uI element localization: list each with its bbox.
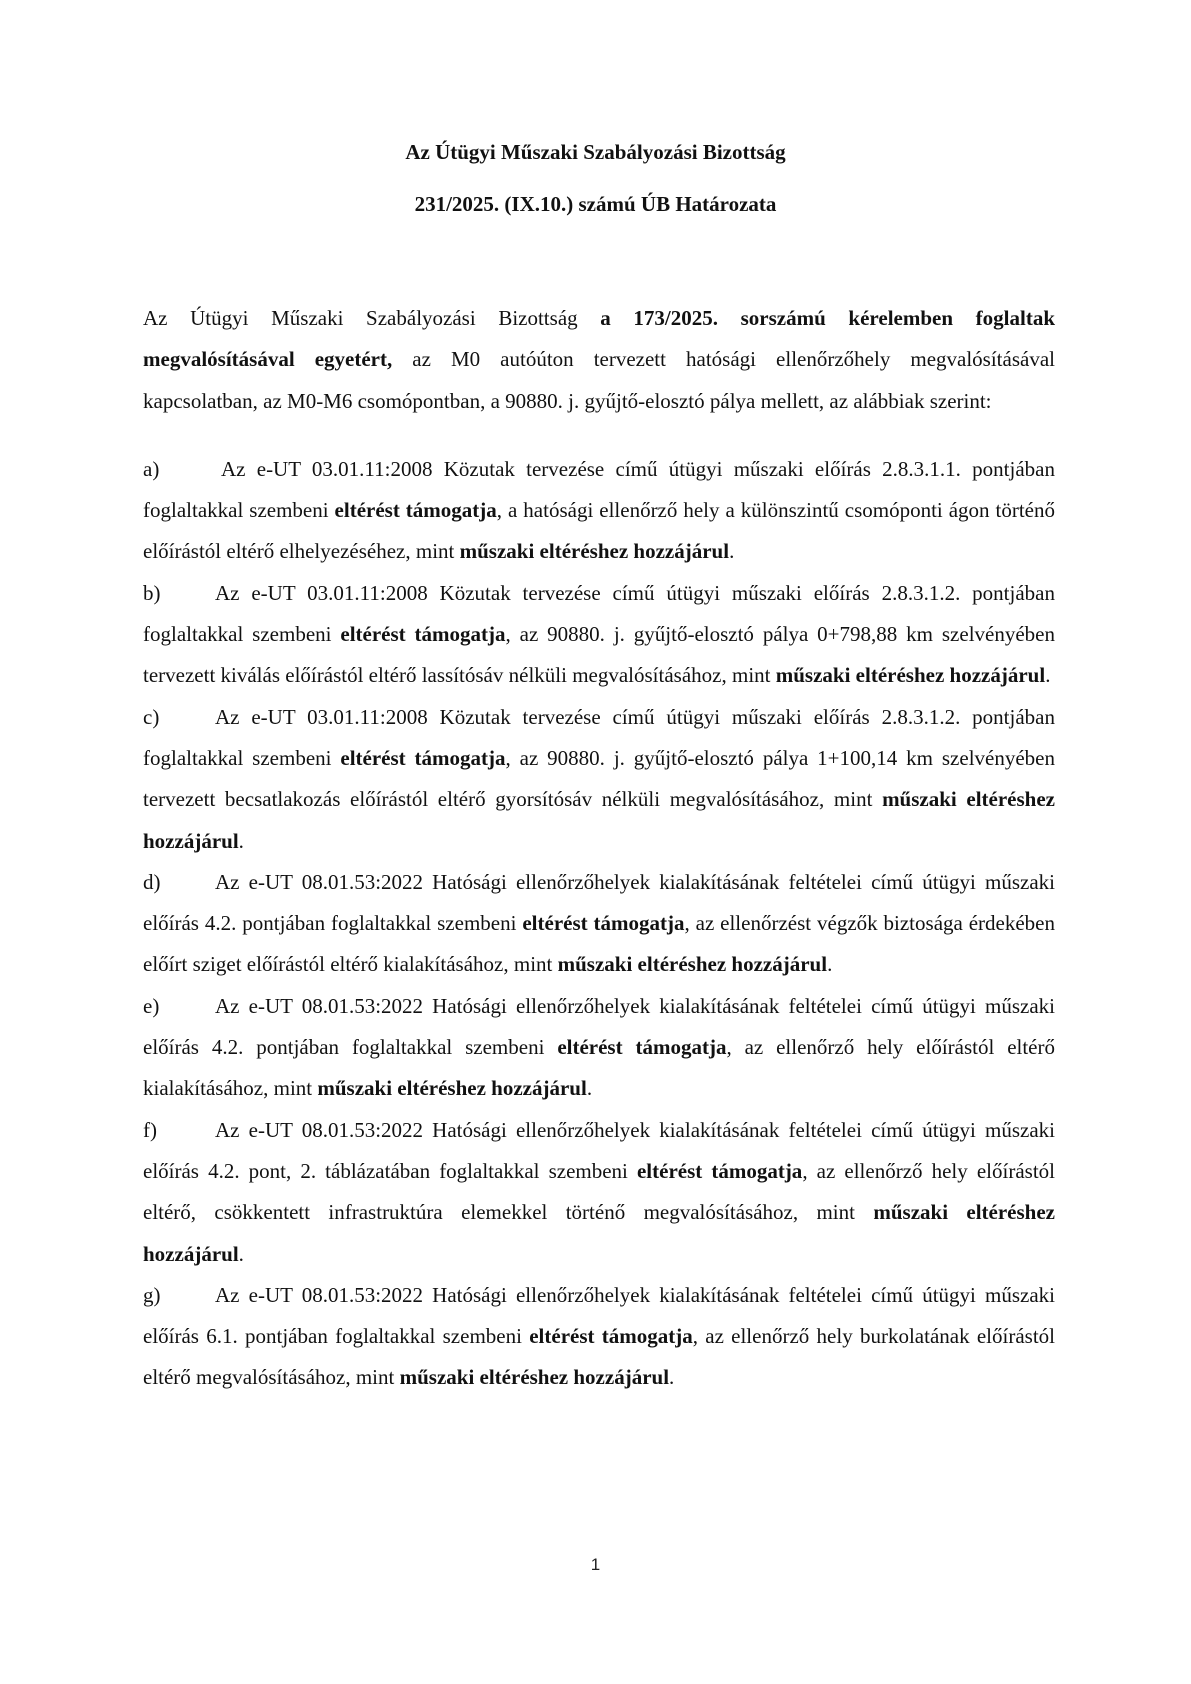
body-text: Az e-UT 08.01.53:2022 Hatósági ellenőrzőhelyek kialakításának feltételei című útügyi műszaki előírás 4.2. pontjában foglaltakkal szembeni <box>143 869 1055 936</box>
item-text <box>143 870 1055 977</box>
body-text: , az ellenőrzést végzők biztosága érdekében előírt sziget előírástól eltérő kialakításához, mint <box>143 911 1055 977</box>
page-number: 1 <box>590 1555 601 1574</box>
resolution-item-e <box>143 986 1055 1110</box>
resolution-item-d <box>143 862 1055 986</box>
intro-paragraph <box>143 298 1055 422</box>
body-text: . <box>238 828 244 853</box>
emphasis-text: eltérést támogatja <box>334 498 497 523</box>
item-label: c) <box>143 704 160 729</box>
emphasis-text: műszaki eltéréshez hozzájárul <box>459 539 730 564</box>
body-text: Az e-UT 08.01.53:2022 Hatósági ellenőrzőhelyek kialakításának feltételei című útügyi műszaki előírás 6.1. pontjában foglaltakkal szembeni <box>143 1282 1055 1349</box>
emphasis-text: műszaki eltéréshez hozzájárul <box>143 1200 1055 1266</box>
document-title: Az Útügyi Műszaki Szabályozási Bizottság <box>405 140 786 164</box>
item-text <box>143 705 1055 853</box>
body-text: Az Útügyi Műszaki Szabályozási Bizottság <box>143 306 601 330</box>
resolution-items-list <box>143 449 1055 1399</box>
resolution-item-c <box>143 697 1055 862</box>
item-text <box>143 994 1055 1101</box>
resolution-item-g <box>143 1275 1055 1399</box>
resolution-item-f <box>143 1110 1055 1275</box>
item-text <box>143 1283 1055 1390</box>
body-text: Az e-UT 08.01.53:2022 Hatósági ellenőrzőhelyek kialakításának feltételei című útügyi műszaki előírás 4.2. pont, 2. táblázatában foglaltakkal szembeni <box>143 1117 1055 1183</box>
body-text: . <box>1045 663 1051 688</box>
item-label: f) <box>143 1117 157 1142</box>
emphasis-text: műszaki eltéréshez hozzájárul <box>557 952 828 977</box>
item-label: e) <box>143 993 160 1018</box>
body-text: . <box>827 952 833 977</box>
item-label: g) <box>143 1282 161 1307</box>
document-body <box>143 298 1055 1399</box>
emphasis-text: eltérést támogatja <box>557 1035 727 1060</box>
body-text: Az e-UT 03.01.11:2008 Közutak tervezése című útügyi műszaki előírás 2.8.3.1.2. pontjában foglaltakkal szembeni <box>143 580 1055 647</box>
body-text: , a hatósági ellenőrző hely a különszintű csomóponti ágon történő előírástól eltérő elhelyezéséhez, mint <box>143 498 1055 564</box>
item-label: b) <box>143 580 161 605</box>
body-text: Az e-UT 03.01.11:2008 Közutak tervezése című útügyi műszaki előírás 2.8.3.1.2. pontjában foglaltakkal szembeni <box>143 704 1055 770</box>
emphasis-text: eltérést támogatja <box>636 1158 803 1183</box>
emphasis-text: műszaki eltéréshez hozzájárul <box>317 1076 587 1101</box>
resolution-item-a <box>143 449 1055 573</box>
body-text: , az 90880. j. gyűjtő-elosztó pálya 1+100,14 km szelvényében tervezett becsatlakozás előírástól eltérő gyorsítósáv nélküli megvalósításához, mint <box>143 745 1055 812</box>
item-text <box>143 457 1055 564</box>
item-label: d) <box>143 869 161 894</box>
body-text: . <box>238 1241 244 1266</box>
emphasis-text: eltérést támogatja <box>522 911 685 936</box>
body-text: . <box>586 1076 593 1101</box>
emphasis-text: műszaki eltéréshez hozzájárul <box>143 787 1055 853</box>
body-text: , az ellenőrző hely előírástól eltérő, csökkentett infrastruktúra elemekkel történő megvalósításához, mint <box>143 1158 1055 1225</box>
body-text: . <box>729 539 735 564</box>
item-text <box>143 581 1055 688</box>
emphasis-text: eltérést támogatja <box>340 745 506 770</box>
body-text: , az 90880. j. gyűjtő-elosztó pálya 0+798,88 km szelvényében tervezett kiválás előírástól eltérő lassítósáv nélküli megvalósításához, mint <box>143 622 1055 688</box>
document-title-block <box>0 140 1191 216</box>
resolution-item-b <box>143 573 1055 697</box>
emphasis-text: műszaki eltéréshez hozzájárul <box>775 663 1046 688</box>
emphasis-text: a 173/2025. sorszámú kérelemben foglaltak megvalósításával egyetért, <box>143 306 1055 372</box>
resolution-number: 231/2025. (IX.10.) számú ÚB Határozata <box>414 192 777 216</box>
item-label: a) <box>143 456 160 481</box>
body-text: Az e-UT 08.01.53:2022 Hatósági ellenőrzőhelyek kialakításának feltételei című útügyi műszaki előírás 4.2. pontjában foglaltakkal szembeni <box>143 993 1055 1060</box>
emphasis-text: eltérést támogatja <box>340 622 506 647</box>
body-text: az M0 autóúton tervezett hatósági ellenőrzőhely megvalósításával kapcsolatban, az M0-M6 csomópontban, a 90880. j. gyűjtő-elosztó pálya mellett, az alábbiak szerint: <box>143 347 1055 413</box>
body-text: , az ellenőrző hely előírástól eltérő kialakításához, mint <box>143 1035 1055 1101</box>
emphasis-text: műszaki eltéréshez hozzájárul <box>399 1365 670 1390</box>
item-text <box>143 1118 1055 1266</box>
body-text: , az ellenőrző hely burkolatának előírástól eltérő megvalósításához, mint <box>143 1324 1055 1390</box>
emphasis-text: eltérést támogatja <box>529 1324 693 1349</box>
body-text: Az e-UT 03.01.11:2008 Közutak tervezése című útügyi műszaki előírás 2.8.3.1.1. pontjában foglaltakkal szembeni <box>143 456 1055 523</box>
body-text: . <box>669 1365 675 1390</box>
